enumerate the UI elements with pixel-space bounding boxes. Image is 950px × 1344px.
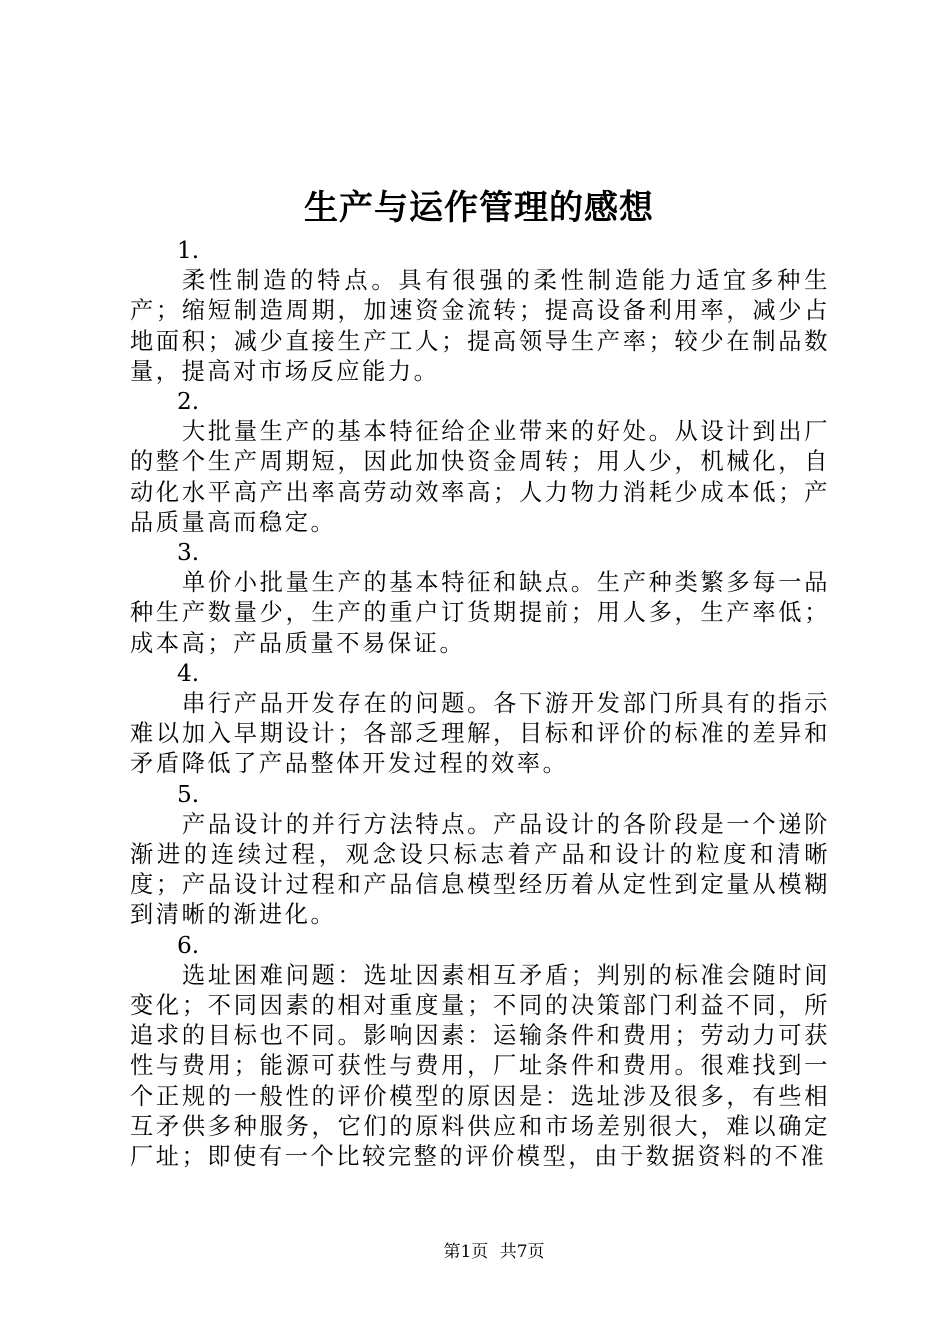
document-title: 生产与运作管理的感想 (304, 188, 654, 228)
section-4-number: 4. (177, 659, 200, 687)
section-2-text: 大批量生产的基本特征给企业带来的好处。从设计到出厂的整个生产周期短，因此加快资金周转；用人少，机械化，自动化水平高产出率高劳动效率高；人力物力消耗少成本低；产品质量高而稳定。 (130, 418, 830, 536)
section-3-text: 单价小批量生产的基本特征和缺点。生产种类繁多每一品种生产数量少，生产的重户订货期提前；用人多，生产率低；成本高；产品质量不易保证。 (130, 569, 830, 657)
section-5-text: 产品设计的并行方法特点。产品设计的各阶段是一个递阶渐进的连续过程，观念设只标志着产品和设计的粒度和清晰度；产品设计过程和产品信息模型经历着从定性到定量从模糊到清晰的渐进化。 (130, 810, 830, 929)
section-5-number: 5. (177, 780, 200, 808)
section-3-number: 3. (177, 539, 200, 566)
section-6-number: 6. (177, 931, 200, 959)
page-footer: 第1页 共7页 (443, 1242, 545, 1262)
section-1-text: 柔性制造的特点。具有很强的柔性制造能力适宜多种生产；缩短制造周期，加速资金流转；提高设备利用率，减少占地面积；减少直接生产工人；提高领导生产率；较少在制品数量，提高对市场反应能力。 (130, 267, 830, 385)
section-1-number: 1. (177, 237, 200, 264)
document-body (130, 236, 830, 1172)
section-6-text: 选址困难问题：选址因素相互矛盾；判别的标准会随时间变化；不同因素的相对重度量；不同的决策部门利益不同，所追求的目标也不同。影响因素：运输条件和费用；劳动力可获性与费用；能源可获性与费用，厂址条件和费用。很难找到一个正规的一般性的评价模型的原因是：选址涉及很多，有些相互矛供多种服务，它们的原料供应和市场差别很大，难以确定厂址；即使有一个比较完整的评价模型，由于数据资料的不准 (130, 961, 830, 1170)
section-2-number: 2. (177, 388, 200, 415)
section-4-text: 串行产品开发存在的问题。各下游开发部门所具有的指示难以加入早期设计；各部乏理解，目标和评价的标准的差异和矛盾降低了产品整体开发过程的效率。 (130, 689, 830, 778)
